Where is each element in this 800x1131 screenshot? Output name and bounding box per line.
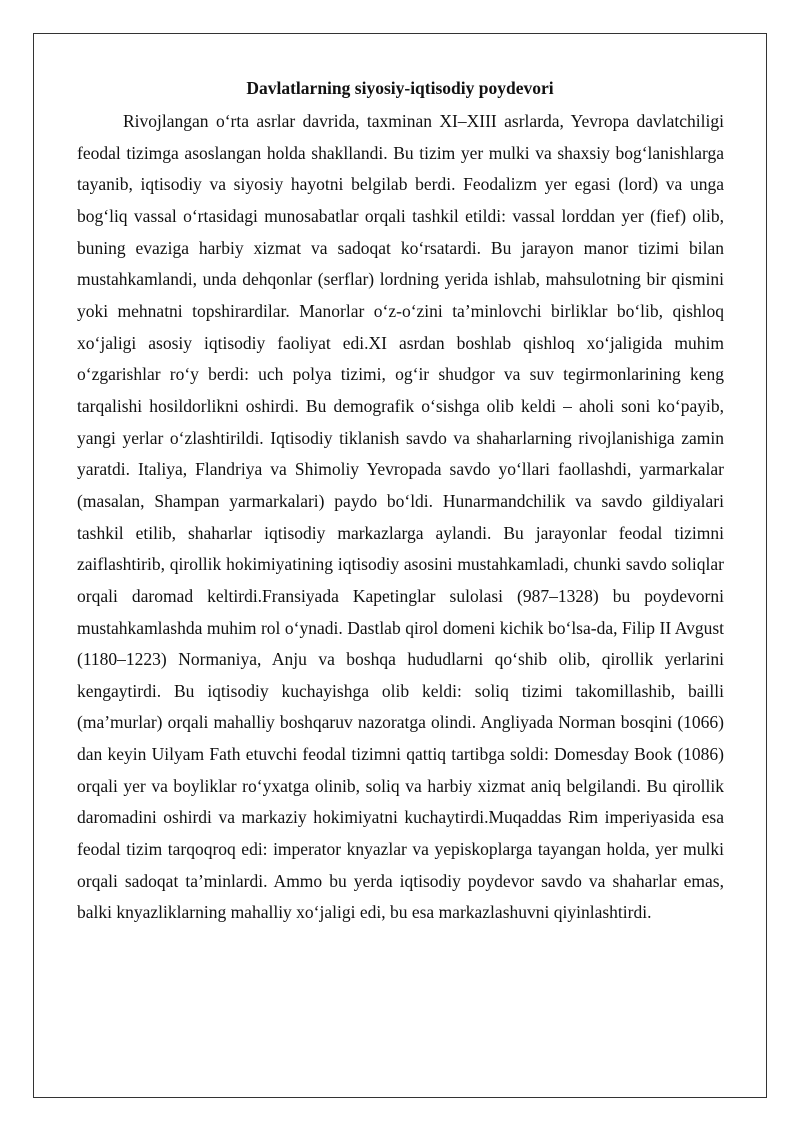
document-body-paragraph: Rivojlangan o‘rta asrlar davrida, taxminan XI–XIII asrlarda, Yevropa davlatchiligi feodal tizimga asoslangan holda shakllandi. Bu tizim yer mulki va shaxsiy bog‘lanishlarga tayanib, iqtisodiy va siyosiy hayotni belgilab berdi. Feodalizm yer egasi (lord) va unga bog‘liq vassal o‘rtasidagi munosabatlar orqali tashkil etildi: vassal lorddan yer (fief) olib, buning evaziga harbiy xizmat va sadoqat ko‘rsatardi. Bu jarayon manor tizimi bilan mustahkamlandi, unda dehqonlar (serflar) lordning yerida ishlab, mahsulotning bir qismini yoki mehnatni topshirardilar. Manorlar o‘z-o‘zini ta’minlovchi birliklar bo‘lib, qishloq xo‘jaligi asosiy iqtisodiy faoliyat edi.XI asrdan boshlab qishloq xo‘jaligida muhim o‘zgarishlar ro‘y berdi: uch polya tizimi, og‘ir shudgor va suv tegirmonlarining keng tarqalishi hosildorlikni oshirdi. Bu demografik o‘sishga olib keldi – aholi soni ko‘payib, yangi yerlar o‘zlashtirildi. Iqtisodiy tiklanish savdo va shaharlarning rivojlanishiga zamin yaratdi. Italiya, Flandriya va Shimoliy Yevropada savdo yo‘llari faollashdi, yarmarkalar (masalan, Shampan yarmarkalari) paydo bo‘ldi. Hunarmandchilik va savdo gildiyalari tashkil etilib, shaharlar iqtisodiy markazlarga aylandi. Bu jarayonlar feodal tizimni zaiflashtirib, qirollik hokimiyatining iqtisodiy asosini mustahkamladi, chunki savdo soliqlar orqali daromad keltirdi.Fransiyada Kapetinglar sulolasi (987–1328) bu poydevorni mustahkamlashda muhim rol o‘ynadi. Dastlab qirol domeni kichik bo‘lsa-da, Filip II Avgust (1180–1223) Normaniya, Anju va boshqa hududlarni qo‘shib olib, qirollik yerlarini kengaytirdi. Bu iqtisodiy kuchayishga olib keldi: soliq tizimi takomillashib, bailli (ma’murlar) orqali mahalliy boshqaruv nazoratga olindi. Angliyada Norman bosqini (1066) dan keyin Uilyam Fath etuvchi feodal tizimni qattiq tartibga soldi: Domesday Book (1086) orqali yer va boyliklar ro‘yxatga olinib, soliq va harbiy xizmat aniq belgilandi. Bu qirollik daromadini oshirdi va markaziy hokimiyatni kuchaytirdi.Muqaddas Rim imperiyasida esa feodal tizim tarqoqroq edi: imperator knyazlar va yepiskoplarga tayangan holda, yer mulki orqali sadoqat ta’minlardi. Ammo bu yerda iqtisodiy poydevor savdo va shaharlar emas, balki knyazliklarning mahalliy xo‘jaligi edi, bu esa markazlashuvni qiyinlashtirdi. bbox=[77, 111, 724, 923]
document-title: Davlatlarning siyosiy-iqtisodiy poydevori bbox=[246, 78, 554, 98]
